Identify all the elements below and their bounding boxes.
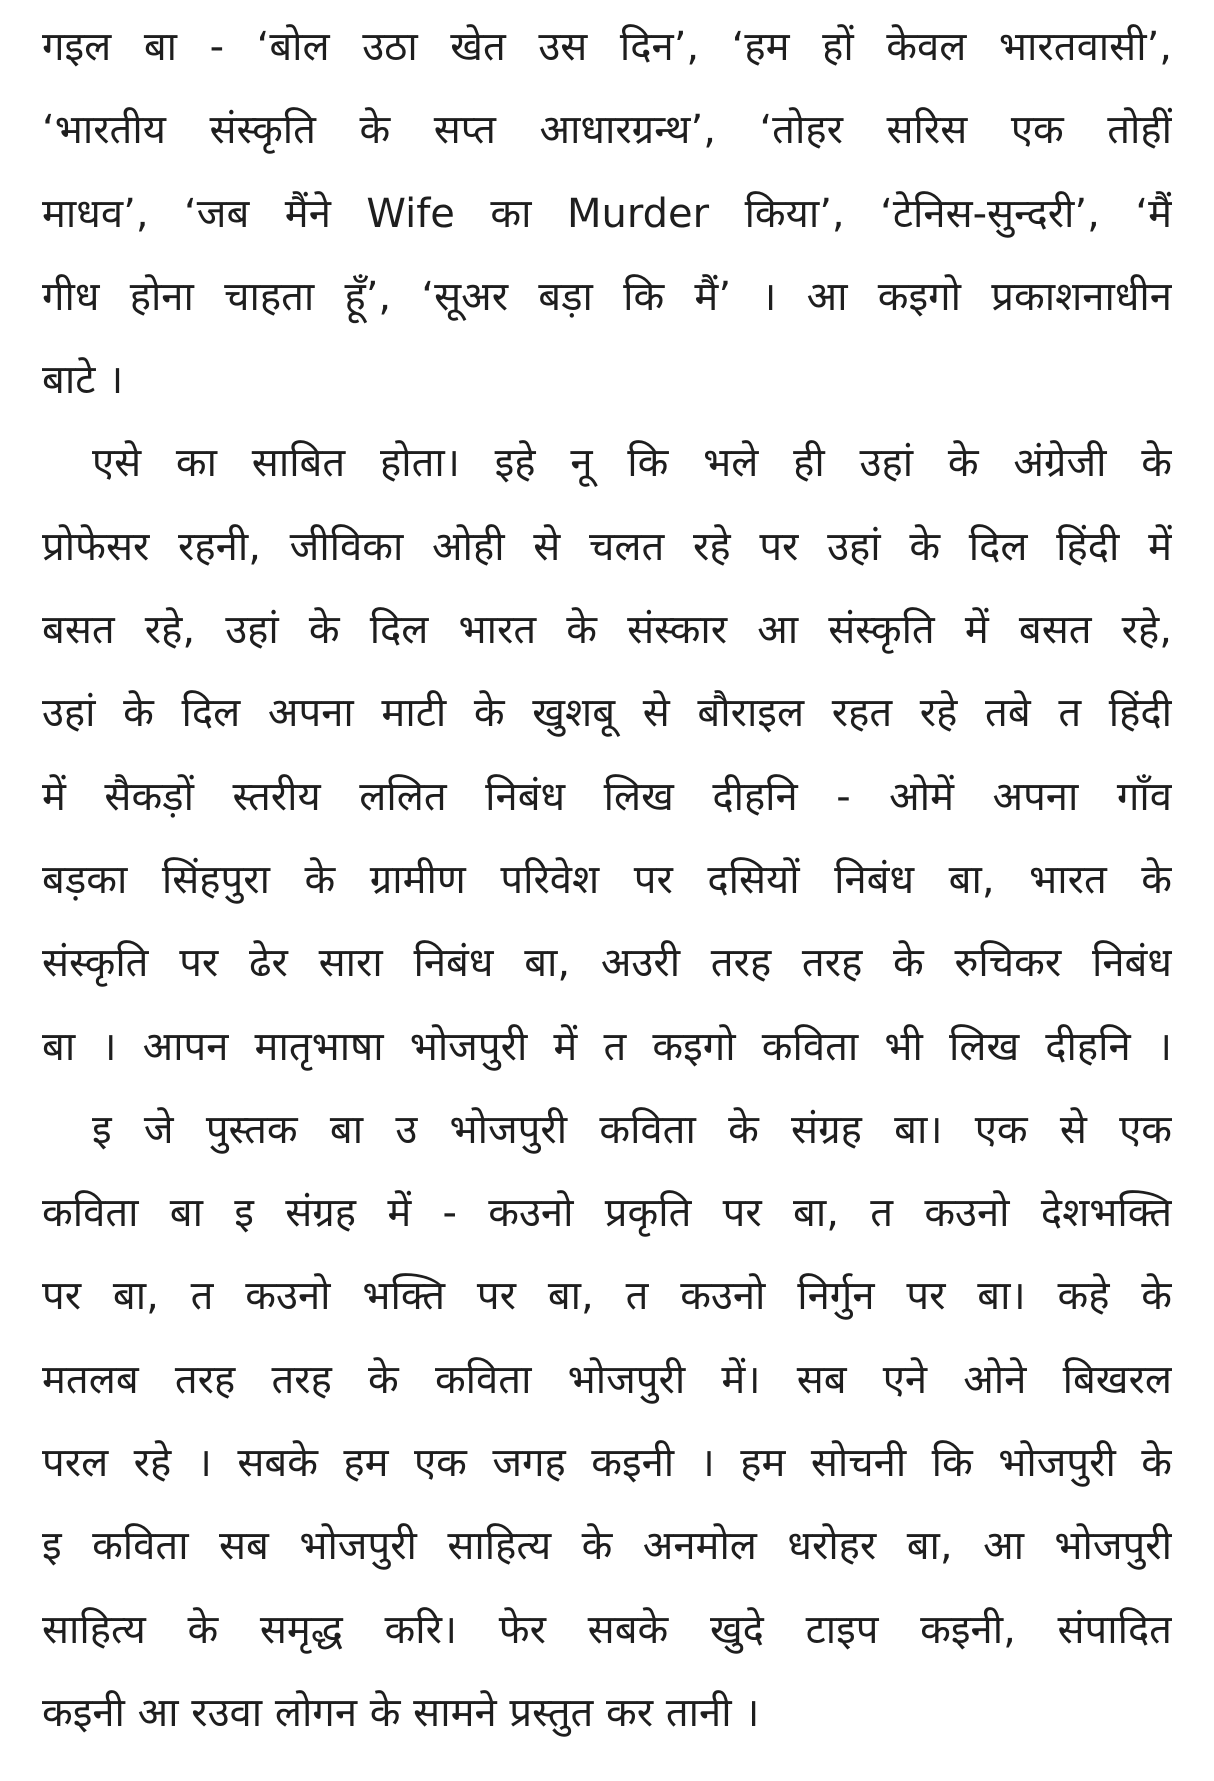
text-line: इ कविता सब भोजपुरी साहित्य के अनमोल धरोहर बा, आ भोजपुरी	[42, 1523, 1172, 1570]
paragraph-3	[42, 1089, 1172, 1755]
text-line: गीध होना चाहता हूँ’, ‘सूअर बड़ा कि मैं’ । आ कइगो प्रकाशनाधीन	[42, 273, 1172, 320]
text-line: माधव’, ‘जब मैंने Wife का Murder किया’, ‘टेनिस-सुन्दरी’, ‘मैं	[42, 190, 1172, 237]
text-line: इ जे पुस्तक बा उ भोजपुरी कविता के संग्रह बा। एक से एक	[92, 1106, 1172, 1153]
text-line: कइनी आ रउवा लोगन के सामने प्रस्तुत कर तानी ।	[42, 1689, 760, 1736]
text-line: ‘भारतीय संस्कृति के सप्त आधारग्रन्थ’, ‘तोहर सरिस एक तोहीं	[42, 107, 1172, 154]
text-line: संस्कृति पर ढेर सारा निबंध बा, अउरी तरह तरह के रुचिकर निबंध	[42, 940, 1172, 987]
text-line: उहां के दिल अपना माटी के खुशबू से बौराइल रहत रहे तबे त हिंदी	[42, 690, 1172, 737]
text-line: मतलब तरह तरह के कविता भोजपुरी में। सब एने ओने बिखरल	[42, 1356, 1172, 1403]
text-line: परल रहे । सबके हम एक जगह कइनी । हम सोचनी कि भोजपुरी के	[42, 1440, 1172, 1487]
text-line: में सैकड़ों स्तरीय ललित निबंध लिख दीहनि - ओमें अपना गाँव	[42, 773, 1172, 820]
text-line: गइल बा - ‘बोल उठा खेत उस दिन’, ‘हम हों केवल भारतवासी’,	[42, 24, 1172, 70]
text-line: एसे का साबित होता। इहे नू कि भले ही उहां के अंग्रेजी के	[92, 440, 1172, 487]
paragraph-2	[42, 422, 1172, 1088]
document-page	[42, 0, 1172, 1781]
paragraph-1	[42, 0, 1172, 422]
text-line: कविता बा इ संग्रह में - कउनो प्रकृति पर बा, त कउनो देशभक्ति	[42, 1190, 1172, 1237]
text-line: बा । आपन मातृभाषा भोजपुरी में त कइगो कविता भी लिख दीहनि ।	[42, 1023, 1172, 1070]
text-line: साहित्य के समृद्ध करि। फेर सबके खुदे टाइप कइनी, संपादित	[42, 1606, 1172, 1653]
text-line: पर बा, त कउनो भक्ति पर बा, त कउनो निर्गुन पर बा। कहे के	[42, 1273, 1172, 1320]
text-line: बड़का सिंहपुरा के ग्रामीण परिवेश पर दसियों निबंध बा, भारत के	[42, 856, 1172, 903]
text-line: बाटे ।	[42, 357, 124, 404]
text-line: बसत रहे, उहां के दिल भारत के संस्कार आ संस्कृति में बसत रहे,	[42, 607, 1172, 654]
text-line: प्रोफेसर रहनी, जीविका ओही से चलत रहे पर उहां के दिल हिंदी में	[42, 523, 1172, 570]
